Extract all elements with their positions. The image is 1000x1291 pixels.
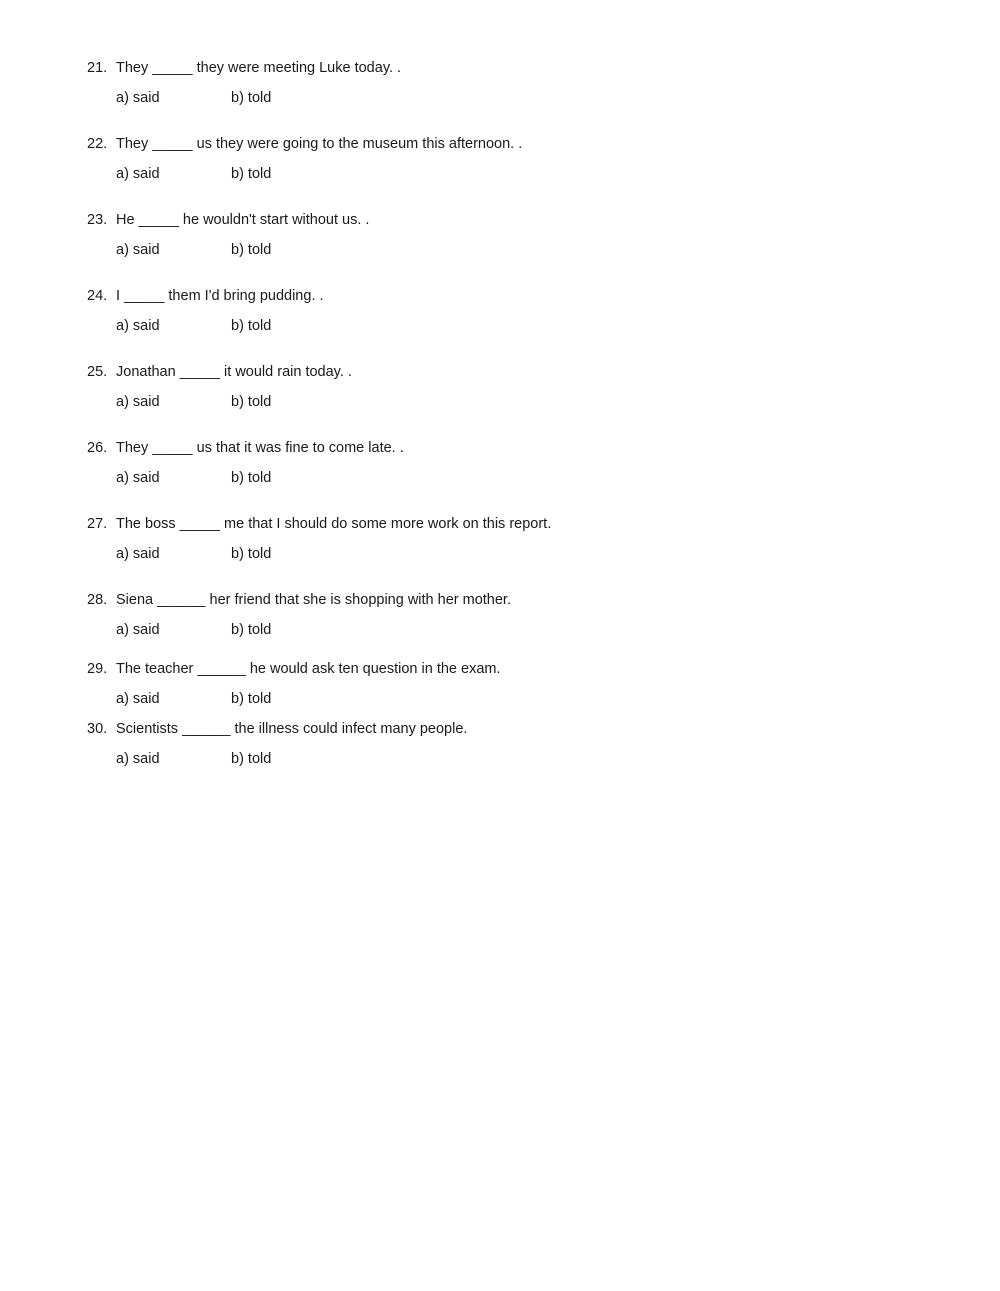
question-text: He _____ he wouldn't start without us. .: [116, 212, 370, 228]
answer-options: [116, 87, 947, 109]
answer-options: [116, 619, 947, 641]
option-b[interactable]: b) told: [231, 691, 272, 707]
question-number: 25.: [87, 364, 108, 380]
question-text: Siena ______ her friend that she is shopping with her mother.: [116, 592, 511, 608]
answer-options: [116, 239, 947, 261]
question-text: They _____ us that it was fine to come late. .: [116, 440, 404, 456]
answer-options: [116, 391, 947, 413]
question-text: Scientists ______ the illness could infect many people.: [116, 721, 468, 737]
question-24: [87, 285, 947, 337]
option-a[interactable]: a) said: [116, 691, 160, 707]
question-number: 29.: [87, 661, 108, 677]
question-text: The teacher ______ he would ask ten question in the exam.: [116, 661, 501, 677]
question-text: Jonathan _____ it would rain today. .: [116, 364, 352, 380]
question-text: I _____ them I'd bring pudding. .: [116, 288, 324, 304]
question-26: [87, 437, 947, 489]
option-b[interactable]: b) told: [231, 318, 272, 334]
option-b[interactable]: b) told: [231, 242, 272, 258]
option-b[interactable]: b) told: [231, 546, 272, 562]
question-30: [87, 718, 947, 770]
option-a[interactable]: a) said: [116, 166, 160, 182]
question-number: 27.: [87, 516, 108, 532]
question-27: [87, 513, 947, 565]
question-number: 21.: [87, 60, 108, 76]
question-28: [87, 589, 947, 641]
question-text: They _____ us they were going to the museum this afternoon. .: [116, 136, 523, 152]
option-a[interactable]: a) said: [116, 622, 160, 638]
question-number: 26.: [87, 440, 108, 456]
option-a[interactable]: a) said: [116, 546, 160, 562]
option-b[interactable]: b) told: [231, 622, 272, 638]
option-a[interactable]: a) said: [116, 470, 160, 486]
question-text: The boss _____ me that I should do some more work on this report.: [116, 516, 552, 532]
question-29: [87, 658, 947, 710]
option-a[interactable]: a) said: [116, 318, 160, 334]
answer-options: [116, 163, 947, 185]
question-22: [87, 133, 947, 185]
option-a[interactable]: a) said: [116, 242, 160, 258]
question-number: 24.: [87, 288, 108, 304]
option-b[interactable]: b) told: [231, 470, 272, 486]
option-a[interactable]: a) said: [116, 394, 160, 410]
answer-options: [116, 748, 947, 770]
answer-options: [116, 543, 947, 565]
option-b[interactable]: b) told: [231, 90, 272, 106]
question-25: [87, 361, 947, 413]
question-number: 30.: [87, 721, 108, 737]
option-b[interactable]: b) told: [231, 166, 272, 182]
question-number: 28.: [87, 592, 108, 608]
question-23: [87, 209, 947, 261]
option-a[interactable]: a) said: [116, 751, 160, 767]
option-b[interactable]: b) told: [231, 394, 272, 410]
answer-options: [116, 688, 947, 710]
option-a[interactable]: a) said: [116, 90, 160, 106]
question-number: 23.: [87, 212, 108, 228]
question-text: They _____ they were meeting Luke today. .: [116, 60, 402, 76]
answer-options: [116, 315, 947, 337]
option-b[interactable]: b) told: [231, 751, 272, 767]
question-number: 22.: [87, 136, 108, 152]
question-21: [87, 57, 947, 109]
answer-options: [116, 467, 947, 489]
